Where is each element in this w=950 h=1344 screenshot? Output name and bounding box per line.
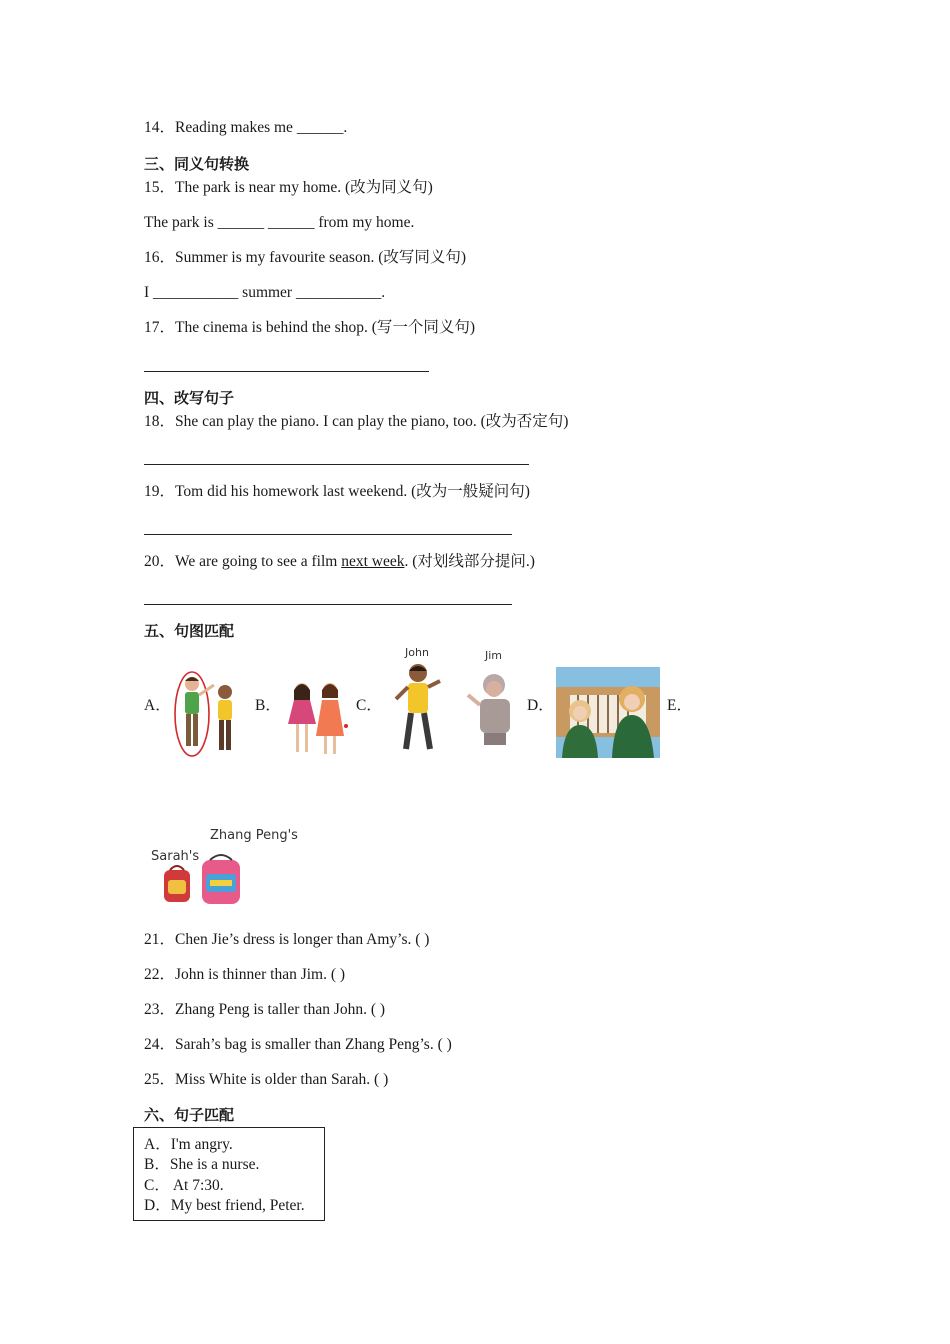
question-24: 24．Sarah’s bag is smaller than Zhang Peng’s. ( ): [144, 1036, 452, 1053]
question-16-answer: I ___________ summer ___________.: [144, 284, 386, 301]
section-4-heading: 四、改写句子: [144, 389, 235, 407]
question-15: 15．The park is near my home. (改为同义句): [144, 179, 433, 196]
picture-a-two-boys: [170, 668, 245, 760]
caption-john: John: [405, 646, 429, 659]
question-15-answer: The park is ______ ______ from my home.: [144, 214, 415, 231]
question-16: 16．Summer is my favourite season. (改写同义句): [144, 249, 467, 266]
option-c-label: C．: [356, 697, 382, 714]
picture-d-miss-white-and-sarah: [556, 667, 660, 758]
box-option-a: A．I'm angry.: [144, 1136, 233, 1153]
picture-b-two-girls: [280, 678, 352, 758]
section-3-heading: 三、同义句转换: [144, 155, 250, 173]
question-14: 14．Reading makes me ______.: [144, 119, 348, 136]
option-a-label: A．: [144, 697, 171, 714]
option-e-label: E．: [667, 697, 692, 714]
question-17: 17．The cinema is behind the shop. (写一个同义句): [144, 319, 476, 336]
question-25: 25．Miss White is older than Sarah. ( ): [144, 1071, 389, 1088]
question-20-underlined: next week: [341, 553, 405, 570]
box-option-d: D．My best friend, Peter.: [144, 1197, 305, 1214]
question-21: 21．Chen Jie’s dress is longer than Amy’s. ( ): [144, 931, 430, 948]
picture-e-two-bags: [148, 822, 303, 907]
question-20-suffix: . (对划线部分提问.): [404, 553, 535, 570]
question-20-prefix: 20．We are going to see a film: [144, 553, 342, 570]
question-22: 22．John is thinner than Jim. ( ): [144, 966, 346, 983]
answer-line-18: [144, 464, 529, 465]
question-23: 23．Zhang Peng is taller than John. ( ): [144, 1001, 386, 1018]
question-20: [144, 552, 535, 572]
box-option-b: B．She is a nurse.: [144, 1156, 260, 1173]
caption-jim: Jim: [485, 649, 503, 662]
option-d-label: D．: [527, 697, 554, 714]
answer-line-20: [144, 604, 512, 605]
question-19: 19．Tom did his homework last weekend. (改为一般疑问句): [144, 483, 530, 500]
answer-line-17: [144, 371, 429, 372]
caption-sarahs: Sarah's: [151, 849, 200, 864]
sentence-options-box: [133, 1127, 325, 1221]
section-6-heading: 六、句子匹配: [144, 1106, 235, 1124]
option-b-label: B．: [255, 697, 281, 714]
answer-line-19: [144, 534, 512, 535]
box-option-c: C． At 7:30.: [144, 1177, 224, 1194]
section-5-heading: 五、句图匹配: [144, 622, 235, 640]
question-18: 18．She can play the piano. I can play the piano, too. (改为否定句): [144, 413, 569, 430]
picture-c-john-and-jim: [388, 643, 523, 758]
caption-zhang-pengs: Zhang Peng's: [210, 828, 298, 843]
